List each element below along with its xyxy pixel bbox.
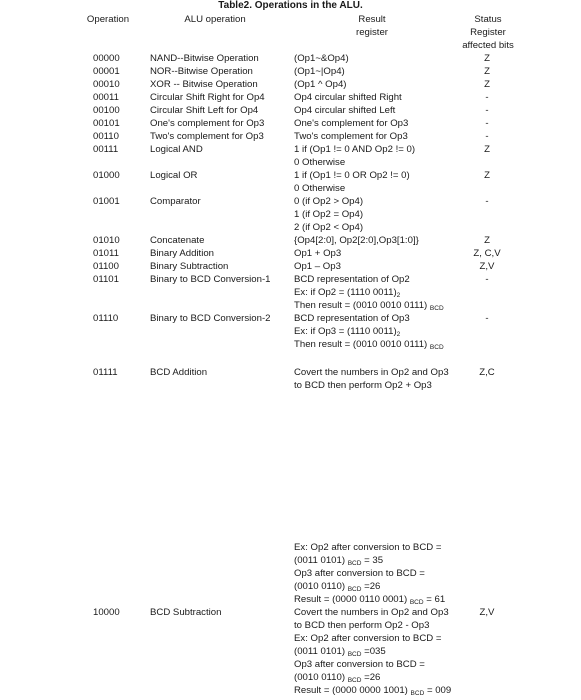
row-result-line: Op4 circular shifted Right — [294, 92, 402, 103]
header-result-line1: Result — [358, 14, 386, 25]
row-operation-name: One's complement for Op3 — [150, 118, 265, 129]
row-result-line: Covert the numbers in Op2 and Op3 — [294, 607, 449, 618]
row-operation-name: NAND--Bitwise Operation — [150, 53, 259, 64]
header-status-line3: affected bits — [462, 40, 514, 51]
row-status-bits: - — [485, 274, 489, 285]
row-operation-name: Circular Shift Left for Op4 — [150, 105, 259, 116]
row-status-bits: Z — [484, 79, 490, 90]
row-operation-name: NOR--Bitwise Operation — [150, 66, 253, 77]
row-result-line: Covert the numbers in Op2 and Op3 — [294, 367, 449, 378]
row-op-code: 01101 — [93, 274, 119, 285]
row-status-bits: Z,C — [479, 367, 495, 378]
row-op-code: 00011 — [93, 92, 119, 103]
row-op-code: 01001 — [93, 196, 120, 207]
row-op-code: 01100 — [93, 261, 119, 272]
row-result-line: Op1 – Op3 — [294, 261, 341, 272]
row-operation-name: Circular Shift Right for Op4 — [150, 92, 265, 103]
row-status-bits: Z — [484, 53, 490, 64]
row-result-line: {Op4[2:0], Op2[2:0],Op3[1:0]} — [294, 235, 419, 246]
row-status-bits: Z,V — [479, 607, 495, 618]
row-result-line: (Op1~|Op4) — [294, 66, 345, 77]
bcd-sub-example-line: Ex: Op2 after conversion to BCD = — [294, 633, 442, 644]
row-op-code: 00001 — [93, 66, 120, 77]
row-result-line: Op4 circular shifted Left — [294, 105, 396, 116]
row-op-code: 00111 — [93, 144, 119, 155]
row-result-line: BCD representation of Op3 — [294, 313, 410, 324]
row-operation-name: Two's complement for Op3 — [150, 131, 264, 142]
row-operation-name: Binary Subtraction — [150, 261, 229, 272]
row-result-line: Two's complement for Op3 — [294, 131, 408, 142]
row-op-code: 00000 — [93, 53, 120, 64]
row-result-line: 1 if (Op1 != 0 OR Op2 != 0) — [294, 170, 410, 181]
header-alu-operation: ALU operation — [184, 14, 246, 25]
row-op-code: 00101 — [93, 118, 120, 129]
row-operation-name: Comparator — [150, 196, 201, 207]
row-status-bits: Z — [484, 66, 490, 77]
row-operation-name: Concatenate — [150, 235, 205, 246]
header-operation: Operation — [86, 14, 130, 25]
bcd-sub-example-line: Result = (0000 0000 1001) $_{BCD}$ = 009 — [294, 685, 452, 697]
row-operation-name: BCD Subtraction — [150, 607, 222, 618]
bcd-add-example-line: Op3 after conversion to BCD = — [294, 568, 425, 579]
row-result-line: BCD representation of Op2 — [294, 274, 410, 285]
row-result-line: to BCD then perform Op2 + Op3 — [294, 380, 432, 391]
row-status-bits: Z — [484, 235, 490, 246]
row-result-line: Then result = (0010 0010 0111) $_{BCD}$ — [294, 339, 444, 351]
bcd-add-example-line: Result = (0000 0110 0001) $_{BCD}$ = 61 — [294, 594, 446, 606]
row-op-code: 00100 — [93, 105, 120, 116]
bcd-add-example-line: (0011 0101) $_{BCD}$ = 35 — [294, 555, 384, 567]
row-result-line: Then result = (0010 0010 0111) $_{BCD}$ — [294, 300, 444, 312]
row-op-code: 00010 — [93, 79, 120, 90]
bcd-sub-example-line: Op3 after conversion to BCD = — [294, 659, 425, 670]
row-result-line: 2 (if Op2 < Op4) — [294, 222, 364, 233]
row-result-line: Op1 + Op3 — [294, 248, 342, 259]
row-status-bits: - — [485, 118, 489, 129]
row-status-bits: - — [485, 131, 489, 142]
row-status-bits: Z,V — [479, 261, 495, 272]
row-operation-name: Logical OR — [150, 170, 198, 181]
bcd-add-example-line: Ex: Op2 after conversion to BCD = — [294, 542, 442, 553]
row-status-bits: - — [485, 196, 489, 207]
row-status-bits: - — [485, 92, 489, 103]
row-op-code: 01000 — [93, 170, 120, 181]
header-status-line2: Register — [470, 27, 506, 38]
header-result-line2: register — [356, 27, 388, 38]
row-op-code: 00110 — [93, 131, 119, 142]
bcd-add-example-line: (0010 0110) $_{BCD}$ =26 — [294, 581, 381, 593]
row-operation-name: Binary to BCD Conversion-1 — [150, 274, 271, 285]
row-operation-name: Binary Addition — [150, 248, 214, 259]
row-result-line: 1 if (Op1 != 0 AND Op2 != 0) — [294, 144, 416, 155]
row-status-bits: Z — [484, 144, 490, 155]
table-title: Table2. Operations in the ALU. — [218, 0, 363, 11]
row-status-bits: Z — [484, 170, 490, 181]
row-operation-name: XOR -- Bitwise Operation — [150, 79, 258, 90]
row-result-line: 0 Otherwise — [294, 183, 346, 194]
row-result-line: (Op1 ^ Op4) — [294, 79, 347, 90]
row-status-bits: - — [485, 313, 489, 324]
row-result-line: 1 (if Op2 = Op4) — [294, 209, 364, 220]
row-operation-name: BCD Addition — [150, 367, 208, 378]
row-op-code: 01111 — [93, 367, 118, 378]
row-status-bits: Z, C,V — [473, 248, 501, 259]
bcd-sub-example-line: (0011 0101) $_{BCD}$ =035 — [294, 646, 386, 658]
row-result-line: One's complement for Op3 — [294, 118, 409, 129]
bcd-sub-example-line: (0010 0110) $_{BCD}$ =26 — [294, 672, 381, 684]
header-status-line1: Status — [474, 14, 502, 25]
row-result-line: Ex: if Op2 = (1110 $0011)_2$ — [294, 287, 401, 299]
row-operation-name: Binary to BCD Conversion-2 — [150, 313, 271, 324]
row-status-bits: - — [485, 105, 489, 116]
row-op-code: 01110 — [93, 313, 119, 324]
row-op-code: 01010 — [93, 235, 120, 246]
row-op-code: 01011 — [93, 248, 119, 259]
row-result-line: 0 (if Op2 > Op4) — [294, 196, 364, 207]
row-result-line: to BCD then perform Op2 - Op3 — [294, 620, 430, 631]
row-op-code: 10000 — [93, 607, 120, 618]
row-result-line: 0 Otherwise — [294, 157, 346, 168]
row-result-line: (Op1~&Op4) — [294, 53, 349, 64]
row-result-line: Ex: if Op3 = (1110 $0011)_2$ — [294, 326, 401, 338]
row-operation-name: Logical AND — [150, 144, 203, 155]
